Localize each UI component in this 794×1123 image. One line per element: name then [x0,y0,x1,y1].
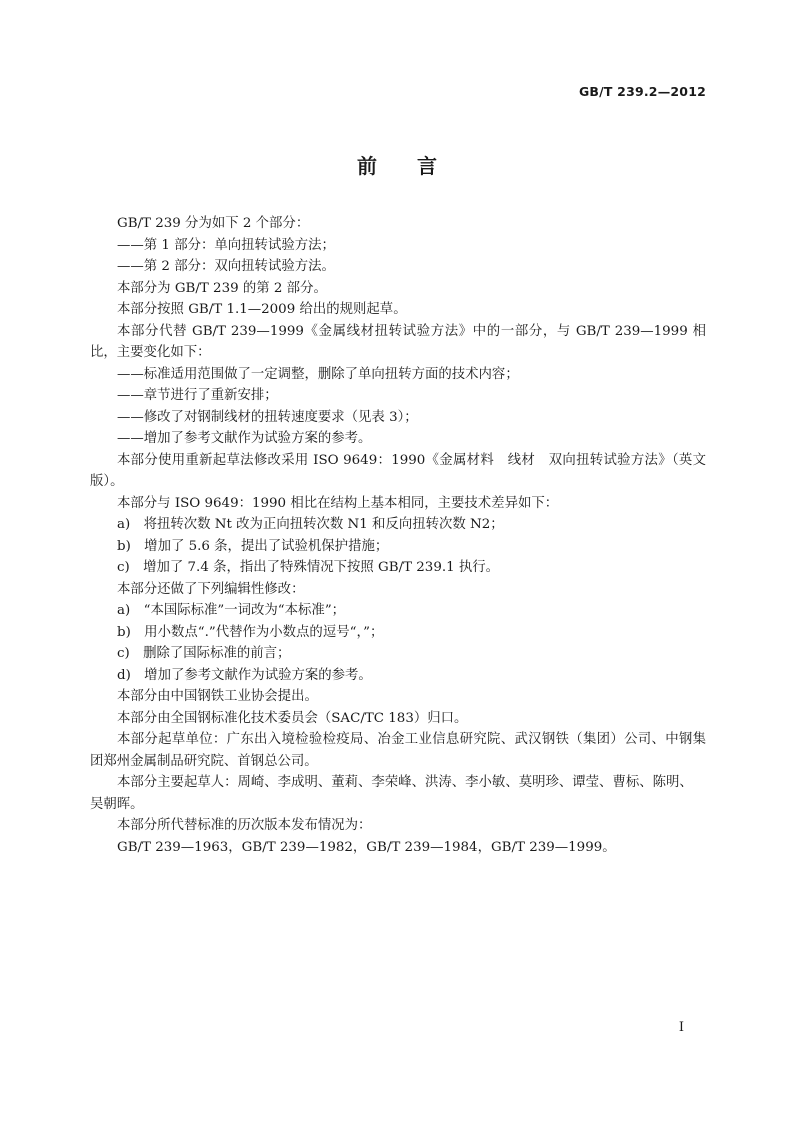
list-item: b) 用小数点“.”代替作为小数点的逗号“，”； [117,624,384,640]
paragraph: 本部分按照 GB/T 1.1—2009 给出的规则起草。 [117,302,407,317]
list-item: ——章节进行了重新安排； [117,388,278,403]
paragraph: 本部分由全国钢标准化技术委员会（SAC/TC 183）归口。 [117,710,468,726]
list-item: c) 删除了国际标准的前言； [117,646,291,661]
paragraph: 本部分起草单位：广东出入境检验检疫局、冶金工业信息研究院、武汉钢铁（集团）公司、中钢集团郑州金属制品研究院、首钢总公司。 [90,732,706,769]
paragraph: 本部分与 ISO 9649：1990 相比在结构上基本相同，主要技术差异如下： [117,495,559,511]
standard-number: GB/T 239.2—2012 [578,84,706,99]
paragraph: GB/T 239 分为如下 2 个部分： [117,216,310,231]
list-item: ——第 1 部分：单向扭转试验方法； [117,237,335,253]
list-item: a) “本国际标准”一词改为“本标准”； [117,603,346,618]
paragraph: 本部分主要起草人：周崎、李成明、董莉、李荣峰、洪涛、李小敏、莫明珍、谭莹、曹标、陈明、吴朝晖。 [90,775,693,812]
paragraph: 本部分由中国钢铁工业协会提出。 [117,689,318,704]
list-item: b) 增加了 5.6 条，提出了试验机保护措施； [117,538,389,554]
list-item: ——标准适用范围做了一定调整，删除了单向扭转方面的技术内容； [117,366,519,382]
list-item: c) 增加了 7.4 条，指出了特殊情况下按照 GB/T 239.1 执行。 [117,560,500,575]
list-item: a) 将扭转次数 Nt 改为正向扭转次数 N1 和反向扭转次数 N2； [117,517,504,532]
foreword-body [90,213,706,858]
page-title: 前言 [357,154,477,178]
list-item: ——修改了对钢制线材的扭转速度要求（见表 3）； [117,409,418,425]
paragraph: GB/T 239—1963，GB/T 239—1982，GB/T 239—1984，GB/T 239—1999。 [117,839,616,855]
paragraph: 本部分使用重新起草法修改采用 ISO 9649：1990《金属材料 线材 双向扭转试验方法》（英文版）。 [90,452,706,489]
paragraph: 本部分代替 GB/T 239—1999《金属线材扭转试验方法》中的一部分，与 GB/T 239—1999 相比，主要变化如下： [90,323,706,360]
page-number: I [678,1020,684,1035]
list-item: d) 增加了参考文献作为试验方案的参考。 [117,667,372,683]
paragraph: 本部分所代替标准的历次版本发布情况为： [117,818,372,833]
paragraph: 本部分还做了下列编辑性修改： [117,581,305,597]
list-item: ——第 2 部分：双向扭转试验方法。 [117,259,335,274]
list-item: ——增加了参考文献作为试验方案的参考。 [117,431,372,446]
paragraph: 本部分为 GB/T 239 的第 2 部分。 [117,280,327,296]
